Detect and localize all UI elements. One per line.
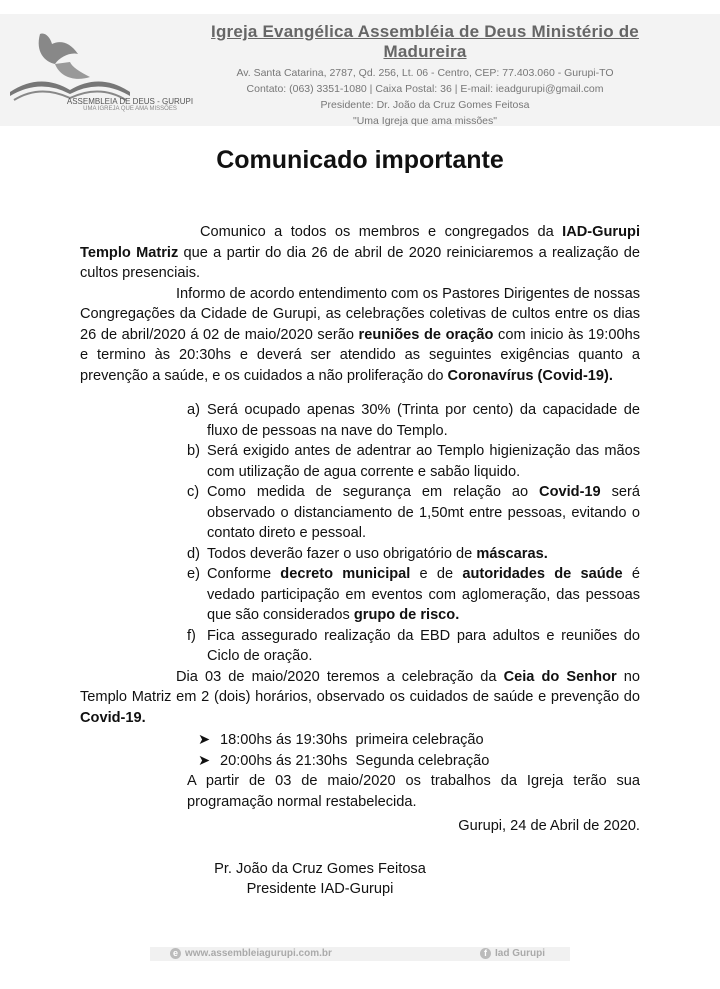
list-label: e) [187, 566, 200, 582]
text: Conforme [207, 566, 281, 582]
web-browser-icon: e [170, 948, 181, 959]
logo-text: ASSEMBLEIA DE DEUS - GURUPI [66, 97, 194, 106]
website-text: www.assembleiagurupi.com.br [185, 948, 332, 959]
schedule-time: 20:00hs ás 21:30hs [220, 752, 348, 769]
arrow-bullet-icon: ➤ [198, 752, 211, 769]
document-title: Comunicado importante [216, 146, 504, 174]
signatory-name: Pr. João da Cruz Gomes Feitosa [214, 860, 426, 877]
facebook-text: Iad Gurupi [495, 948, 545, 959]
text: Todos deverão fazer o uso obrigatório de [207, 545, 477, 562]
schedule-item [80, 730, 640, 751]
paragraph-2 [80, 284, 640, 387]
list-label: c) [187, 484, 200, 500]
address: Av. Santa Catarina, 2787, Qd. 256, Lt. 06 - Centro, CEP: 77.403.060 - Gurupi-TO [236, 67, 614, 79]
text: no Templo Matriz em 2 (dois) horários, observado os cuidados de saúde e prevenção do [80, 668, 640, 705]
president: Presidente: Dr. João da Cruz Gomes Feitosa [320, 99, 530, 111]
text: Informo de acordo entendimento com os Pastores Dirigentes de nossas Congregações da Cidade de Gurupi, as celebrações coletivas de cultos entre os dias 26 de abril/2020 á 02 de maio/2020 serão [80, 285, 641, 343]
bold-text: Covid-19 [539, 484, 601, 500]
text: Será ocupado apenas 30% (Trinta por cento) da capacidade de fluxo de pessoas na nave do Templo. [207, 402, 640, 439]
document-body [80, 222, 640, 900]
requirements-list [80, 400, 640, 667]
paragraph-1 [80, 222, 640, 284]
schedule-item [80, 751, 640, 772]
list-item [80, 626, 640, 667]
bold-text: Coronavírus (Covid-19). [447, 367, 613, 384]
bold-text: IAD-Gurupi Templo Matriz [80, 224, 640, 261]
bold-text: autoridades de saúde [462, 566, 623, 582]
church-name: Igreja Evangélica Assembléia de Deus Ministério de Madureira [211, 22, 639, 61]
bold-text: máscaras. [476, 545, 548, 562]
footer-facebook [480, 948, 545, 959]
list-item [80, 564, 640, 626]
text: Como medida de segurança em relação ao [207, 484, 540, 500]
bold-text: grupo de risco. [353, 607, 460, 623]
footer [150, 947, 570, 961]
text: que a partir do dia 26 de abril de 2020 reiniciaremos a realização de cultos presenciais. [80, 244, 641, 281]
list-item [80, 441, 640, 482]
signature [80, 859, 640, 900]
text: Será exigido antes de adentrar ao Templo higienização das mãos com utilização de agua corrente e sabão liquido. [207, 443, 640, 480]
schedule-desc: Segunda celebração [355, 752, 490, 769]
paragraph-4: A partir de 03 de maio/2020 os trabalhos da Igreja terão sua programação normal restabelecida. [187, 773, 640, 810]
list-item [80, 482, 640, 544]
bold-text: Ceia do Senhor [503, 668, 617, 685]
text: com inicio às 19:00hs e termino às 20:30hs e deverá ser atendido as seguintes exigências quanto a prevenção a saúde, e os cuidados a não proliferação do [80, 326, 640, 384]
list-item [80, 544, 640, 565]
text: Fica assegurado realização da EBD para adultos e reuniões do Ciclo de oração. [207, 627, 640, 664]
paragraph-3 [80, 667, 640, 729]
text: Comunico a todos os membros e congregados da [200, 224, 563, 240]
list-item [80, 400, 640, 441]
arrow-bullet-icon: ➤ [198, 732, 211, 748]
facebook-icon: f [480, 948, 491, 959]
schedule-time: 18:00hs ás 19:30hs [220, 732, 348, 748]
bold-text: reuniões de oração [358, 326, 494, 343]
text: Dia 03 de maio/2020 teremos a celebração da [176, 668, 504, 685]
footer-website [170, 948, 332, 959]
list-label: b) [187, 443, 200, 459]
letterhead [0, 14, 720, 126]
text: e de [410, 566, 463, 582]
signatory-role: Presidente IAD-Gurupi [246, 881, 394, 897]
logo-subtext: UMA IGREJA QUE AMA MISSÕES [83, 106, 177, 112]
bold-text: decreto municipal [280, 566, 411, 582]
list-label: d) [187, 545, 200, 562]
bold-text: Covid-19. [80, 709, 146, 726]
contact: Contato: (063) 3351-1080 | Caixa Postal: 36 | E-mail: ieadgurupi@gmail.com [246, 83, 604, 95]
date-line: Gurupi, 24 de Abril de 2020. [458, 818, 640, 834]
schedule-desc: primeira celebração [355, 732, 484, 748]
text: será observado o distanciamento de 1,50mt entre pessoas, evitando o contato direto e pessoal. [207, 484, 640, 541]
letterhead-info [170, 22, 680, 129]
list-label: f) [187, 627, 196, 644]
schedule-list [80, 730, 640, 771]
motto: "Uma Igreja que ama missões" [352, 115, 497, 127]
text: é vedado participação em eventos com aglomeração, das pessoas que são considerados [207, 566, 640, 623]
list-label: a) [187, 402, 200, 418]
